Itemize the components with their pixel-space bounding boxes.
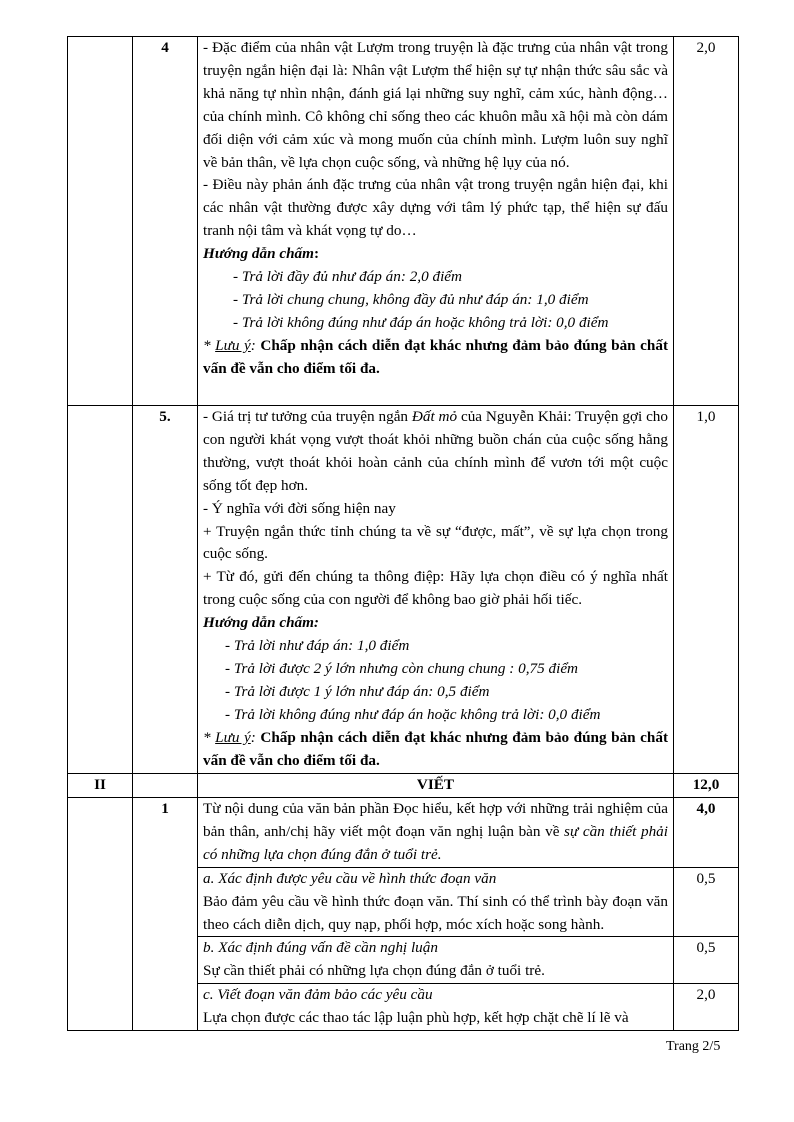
table-row xyxy=(68,406,739,774)
answer-paragraph: - Đặc điểm của nhân vật Lượm trong truyện là đặc trưng của nhân vật trong truyện ngắn hiện đại là: Nhân vật Lượm thể hiện sự tự nhận thức sâu sắc và khả năng tự nhìn nhận, đánh giá lại những suy nghĩ, cảm xúc, hành động… của chính mình. Cô không chỉ sống theo các khuôn mẫu xã hội mà còn dám đối diện với cảm xúc và mong muốn của chính mình. Lượm luôn suy nghĩ về bản thân, về lựa chọn cuộc sống, và những hệ lụy của nó. xyxy=(203,39,668,171)
score-cell: 2,0 xyxy=(674,37,739,406)
answer-paragraph: + Truyện ngắn thức tỉnh chúng ta về sự “được, mất”, về sự lựa chọn trong cuộc sống. xyxy=(203,522,668,563)
score-cell: 4,0 xyxy=(674,798,739,868)
grading-criterion: - Trả lời được 1 ý lớn như đáp án: 0,5 điểm xyxy=(225,682,490,700)
criterion-b xyxy=(198,937,674,984)
score-cell: 2,0 xyxy=(674,984,739,1031)
answer-content xyxy=(198,406,674,774)
criterion-a xyxy=(198,867,674,937)
score-cell: 1,0 xyxy=(674,406,739,774)
part-cell xyxy=(68,37,133,406)
grading-guide-title: Hướng dẫn chấm: xyxy=(203,614,319,632)
question-prompt: Từ nội dung của văn bản phần Đọc hiểu, kết hợp với những trải nghiệm của bản thân, anh/chị hãy viết một đoạn văn nghị luận bàn về sự cần thiết phải có những lựa chọn đúng đắn ở tuổi trẻ. xyxy=(198,798,674,868)
section-title: VIẾT xyxy=(198,774,674,798)
question-number xyxy=(133,774,198,798)
grading-note: * Lưu ý: Chấp nhận cách diễn đạt khác nhưng đảm bảo đúng bản chất vấn đề vẫn cho điểm tối đa. xyxy=(203,728,668,769)
answer-paragraph: - Ý nghĩa với đời sống hiện nay xyxy=(203,499,396,517)
score-cell: 0,5 xyxy=(674,937,739,984)
section-score: 12,0 xyxy=(674,774,739,798)
score-cell: 0,5 xyxy=(674,867,739,937)
criterion-c xyxy=(198,984,674,1031)
criterion-title: c. Viết đoạn văn đảm bảo các yêu cầu xyxy=(203,986,433,1004)
answer-paragraph: - Điều này phản ánh đặc trưng của nhân vật trong truyện ngắn hiện đại, khi các nhân vật thường được xây dựng với tâm lý phức tạp, thể hiện sự đấu tranh nội tâm và khát vọng tự do… xyxy=(203,176,668,240)
criterion-title: a. Xác định được yêu cầu về hình thức đoạn văn xyxy=(203,869,497,887)
page-number: Trang 2/5 xyxy=(666,1039,721,1054)
part-cell xyxy=(68,798,133,1031)
part-cell xyxy=(68,406,133,774)
answer-paragraph: - Giá trị tư tưởng của truyện ngắn Đất mỏ của Nguyễn Khải: Truyện gợi cho con người khát vọng vượt thoát khỏi những buồn chán của cuộc sống hằng thường, vượt thoát khỏi hoàn cảnh của chính mình để vươn tới một cuộc sống tốt đẹp hơn. xyxy=(203,408,668,494)
grading-criterion: - Trả lời không đúng như đáp án hoặc không trả lời: 0,0 điểm xyxy=(225,705,601,723)
answer-content xyxy=(198,37,674,406)
criterion-text: Sự cần thiết phải có những lựa chọn đúng đắn ở tuổi trẻ. xyxy=(203,962,545,980)
table-row xyxy=(68,798,739,868)
grading-criterion: - Trả lời chung chung, không đầy đủ như đáp án: 1,0 điểm xyxy=(233,290,589,308)
grading-criterion: - Trả lời không đúng như đáp án hoặc không trả lời: 0,0 điểm xyxy=(233,313,609,331)
section-number: II xyxy=(68,774,133,798)
criterion-text: Bảo đảm yêu cầu về hình thức đoạn văn. Thí sinh có thể trình bày đoạn văn theo cách diễn dịch, quy nạp, phối hợp, móc xích hoặc song hành. xyxy=(203,892,668,933)
criterion-text: Lựa chọn được các thao tác lập luận phù hợp, kết hợp chặt chẽ lí lẽ và xyxy=(203,1009,629,1027)
question-number: 4 xyxy=(133,37,198,406)
grading-criterion: - Trả lời đầy đủ như đáp án: 2,0 điểm xyxy=(233,268,463,286)
grading-criterion: - Trả lời như đáp án: 1,0 điểm xyxy=(225,637,410,655)
grading-criterion: - Trả lời được 2 ý lớn nhưng còn chung chung : 0,75 điểm xyxy=(225,659,579,677)
table-row xyxy=(68,37,739,406)
criterion-title: b. Xác định đúng vấn đề cần nghị luận xyxy=(203,939,438,957)
work-title: Đất mỏ xyxy=(411,408,458,425)
essay-topic: sự cần thiết phải có những lựa chọn đúng đắn ở tuổi trẻ. xyxy=(203,822,668,863)
question-number: 5. xyxy=(133,406,198,774)
grading-guide-title: Hướng dẫn chấm: xyxy=(203,245,319,263)
section-header-row xyxy=(68,774,739,798)
answer-paragraph: + Từ đó, gửi đến chúng ta thông điệp: Hãy lựa chọn điều có ý nghĩa nhất trong cuộc sống của con người để không bao giờ phải hối tiếc. xyxy=(203,568,668,609)
grading-note: * Lưu ý: Chấp nhận cách diễn đạt khác nhưng đảm bảo đúng bản chất vấn đề vẫn cho điểm tối đa. xyxy=(203,336,668,377)
question-number: 1 xyxy=(133,798,198,1031)
answer-key-table xyxy=(67,36,739,1031)
